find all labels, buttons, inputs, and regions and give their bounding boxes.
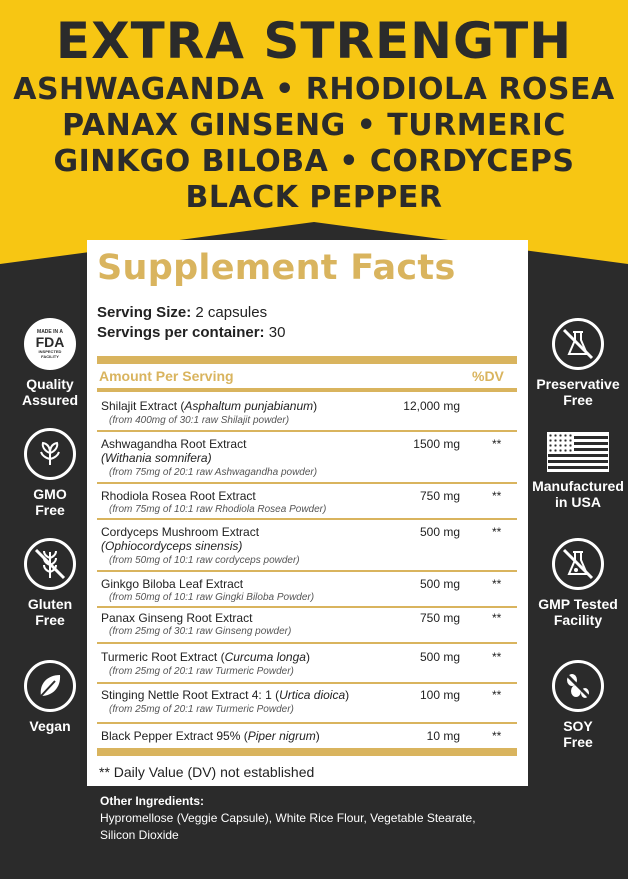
other-ingredients-text: Hypromellose (Veggie Capsule), White Rice Flour, Vegetable Stearate, <box>100 811 476 825</box>
badge-preservative-free <box>528 318 628 408</box>
ingredient-name: Ashwagandha Root Extract <box>101 437 247 451</box>
badge-label: Manufactured <box>532 478 624 494</box>
ingredient-amount: 10 mg <box>426 729 460 743</box>
table-row <box>97 684 517 724</box>
no-preservative-icon <box>552 318 604 370</box>
table-row <box>97 644 517 684</box>
us-flag-icon <box>547 432 609 472</box>
ingredient-line: BLACK PEPPER <box>185 180 443 215</box>
ingredient-amount: 500 mg <box>419 650 460 664</box>
table-row <box>97 572 517 608</box>
ingredient-source: (from 50mg of 10:1 raw cordyceps powder) <box>109 555 300 566</box>
ingredient-dv: ** <box>492 577 502 591</box>
seal-text-top: MADE IN A <box>37 329 63 335</box>
badge-label: Free <box>563 734 593 750</box>
badge-label: GMP Tested <box>538 596 618 612</box>
supplement-facts-panel <box>87 240 528 879</box>
header <box>0 10 628 216</box>
badge-label: Vegan <box>29 718 71 734</box>
divider-thick <box>97 748 517 756</box>
ingredient-name: Black Pepper Extract 95% (Piper nigrum) <box>101 729 320 743</box>
seal-text-main: FDA <box>35 334 65 350</box>
table-row <box>97 724 517 750</box>
ingredient-name: Rhodiola Rosea Root Extract <box>101 489 256 503</box>
ingredient-amount: 100 mg <box>419 688 460 702</box>
badge-vegan <box>8 660 92 734</box>
badge-label: Free <box>35 502 65 518</box>
ingredient-dv: ** <box>492 729 502 743</box>
ingredient-amount: 500 mg <box>419 525 460 539</box>
ingredient-dv: ** <box>492 525 502 539</box>
ingredient-name: Ginkgo Biloba Leaf Extract <box>101 577 244 591</box>
badge-label: SOY <box>563 718 593 734</box>
other-ingredients-heading: Other Ingredients: <box>100 794 205 808</box>
badge-label: Preservative <box>536 376 620 392</box>
fda-seal-icon <box>24 318 76 370</box>
serving-size <box>97 304 267 321</box>
table-row <box>97 392 517 432</box>
table-row <box>97 432 517 484</box>
badge-soy-free <box>528 660 628 750</box>
seal-text-bottom: INSPECTED FACILITY <box>38 349 62 359</box>
ingredient-latin: (Withania somnifera) <box>101 451 212 465</box>
badge-label: Free <box>563 392 593 408</box>
ingredient-source: (from 25mg of 20:1 raw Turmeric Powder) <box>109 704 294 715</box>
ingredient-dv: ** <box>492 650 502 664</box>
ingredient-dv: ** <box>492 688 502 702</box>
badge-label: in USA <box>555 494 601 510</box>
ingredient-name: Turmeric Root Extract (Curcuma longa) <box>101 650 310 664</box>
ingredient-dv: ** <box>492 437 502 451</box>
serving-size-label: Serving Size: <box>97 304 192 321</box>
ingredient-name: Stinging Nettle Root Extract 4: 1 (Urtica dioica) <box>101 688 350 702</box>
amount-per-serving-header: Amount Per Serving <box>99 368 234 384</box>
serving-size-value: 2 capsules <box>195 304 268 321</box>
ingredient-dv: ** <box>492 489 502 503</box>
ingredient-amount: 750 mg <box>419 611 460 625</box>
servings-value: 30 <box>268 324 286 341</box>
badge-label: GMO <box>33 486 67 502</box>
ingredient-name: Shilajit Extract (Asphaltum punjabianum) <box>101 399 318 413</box>
ingredient-latin: (Ophiocordyceps sinensis) <box>101 539 243 553</box>
badge-label: Free <box>35 612 65 628</box>
badge-label: Gluten <box>27 596 73 612</box>
badge-label: Assured <box>21 392 79 408</box>
ingredient-line: ASHWAGANDA • RHODIOLA ROSEA <box>13 72 615 107</box>
ingredient-amount: 750 mg <box>419 489 460 503</box>
badge-gmp-tested <box>528 538 628 628</box>
servings-per-container <box>97 324 285 341</box>
vegan-leaf-icon <box>24 660 76 712</box>
badge-quality-assured <box>8 318 92 408</box>
ingredient-line: PANAX GINSENG • TURMERIC <box>62 108 566 143</box>
ingredient-source: (from 25mg of 20:1 raw Turmeric Powder) <box>109 666 294 677</box>
ingredient-source: (from 25mg of 30:1 raw Ginseng powder) <box>109 626 292 637</box>
ingredient-source: (from 50mg of 10:1 raw Gingki Biloba Powder) <box>109 592 315 603</box>
flask-icon <box>552 538 604 590</box>
ingredient-source: (from 400mg of 30:1 raw Shilajit powder) <box>109 415 290 426</box>
other-ingredients <box>100 793 540 844</box>
ingredient-amount: 500 mg <box>419 577 460 591</box>
ingredient-amount: 1500 mg <box>413 437 460 451</box>
header-title: EXTRA STRENGTH <box>55 12 573 70</box>
divider-thick <box>97 356 517 364</box>
badge-gmo-free <box>8 428 92 518</box>
table-row <box>97 484 517 520</box>
ingredient-amount: 12,000 mg <box>403 399 460 413</box>
dv-header: %DV <box>472 368 504 384</box>
badge-label: Facility <box>553 612 603 628</box>
leaf-icon <box>24 428 76 480</box>
ingredient-source: (from 75mg of 10:1 raw Rhodiola Rosea Powder) <box>109 504 327 515</box>
badge-gluten-free <box>8 538 92 628</box>
servings-label: Servings per container: <box>97 324 265 341</box>
ingredient-line: GINKGO BILOBA • CORDYCEPS <box>53 144 575 179</box>
table-row <box>97 608 517 644</box>
badge-label: Quality <box>26 376 74 392</box>
no-soy-icon <box>552 660 604 712</box>
other-ingredients-text: Silicon Dioxide <box>100 828 179 842</box>
facts-title: Supplement Facts <box>97 248 456 288</box>
no-gluten-icon <box>24 538 76 590</box>
ingredient-dv: ** <box>492 611 502 625</box>
badge-manufactured-usa <box>528 432 628 510</box>
table-row <box>97 520 517 572</box>
dv-footnote: ** Daily Value (DV) not established <box>99 764 315 780</box>
ingredient-name: Panax Ginseng Root Extract <box>101 611 253 625</box>
ingredient-source: (from 75mg of 20:1 raw Ashwagandha powder) <box>109 467 318 478</box>
ingredient-name: Cordyceps Mushroom Extract <box>101 525 260 539</box>
